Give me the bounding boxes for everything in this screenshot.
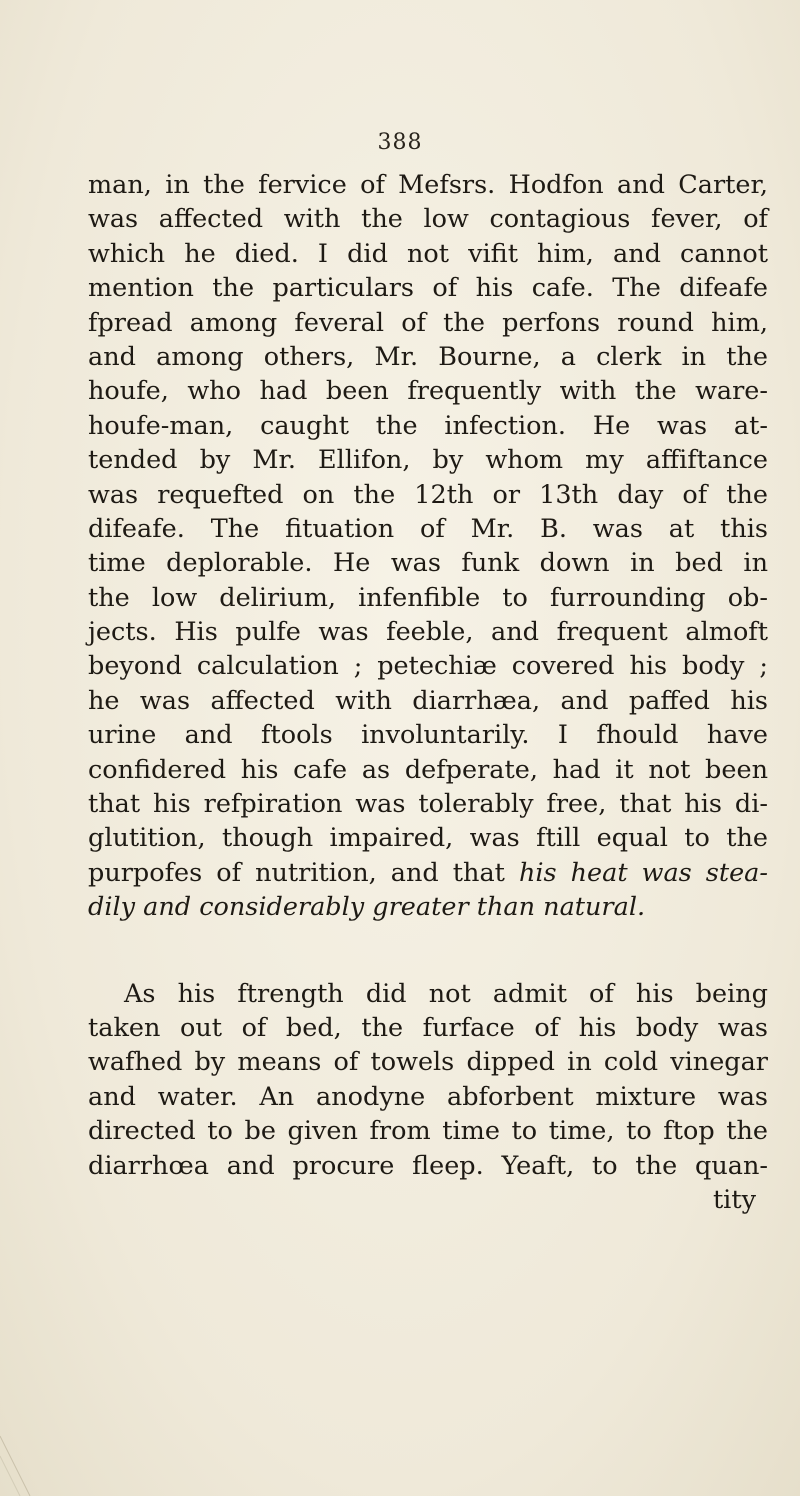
text-line: houfe-man, caught the infection. He was at- xyxy=(88,410,768,441)
text-line: glutition, though impaired, was ftill equal to the xyxy=(88,823,768,854)
page-corner-crease xyxy=(0,1426,60,1496)
text-line: which he died. I did not vifit him, and cannot xyxy=(88,238,768,269)
page-number: 388 xyxy=(377,130,423,155)
text-line: taken out of bed, the furface of his body was xyxy=(88,1012,768,1043)
text-line: that his refpiration was tolerably free, that his di- xyxy=(88,789,768,820)
italic-run: his heat was stea- xyxy=(518,857,768,888)
paragraph-2 xyxy=(88,977,768,1217)
text-line: was requefted on the 12th or 13th day of the xyxy=(88,479,768,510)
text-line: time deplorable. He was funk down in bed in xyxy=(88,548,768,579)
text-line: jects. His pulfe was feeble, and frequent almoft xyxy=(88,617,768,648)
text-line-mixed xyxy=(88,856,768,890)
text-line: and water. An anodyne abforbent mixture was xyxy=(88,1081,768,1112)
text-line: urine and ftools involuntarily. I fhould have xyxy=(88,720,768,751)
text-run: purpofes of nutrition, and that xyxy=(88,857,519,888)
text-line: confidered his cafe as defperate, had it not been xyxy=(88,754,768,785)
text-line: mention the particulars of his cafe. The difeafe xyxy=(88,273,768,304)
text-line: the low delirium, infenfible to furrounding ob- xyxy=(88,582,768,613)
text-line: fpread among feveral of the perfons round him, xyxy=(88,307,768,338)
text-line: As his ftrength did not admit of his being xyxy=(124,978,768,1009)
text-line: tended by Mr. Ellifon, by whom my affiftance xyxy=(88,445,768,476)
text-line: beyond calculation ; petechiæ covered his body ; xyxy=(88,651,768,682)
text-line: man, in the fervice of Mefsrs. Hodfon and Carter, xyxy=(88,170,768,200)
text-line: houfe, who had been frequently with the ware- xyxy=(88,376,768,407)
text-line: wafhed by means of towels dipped in cold vinegar xyxy=(88,1047,768,1078)
text-line: he was affected with diarrhæa, and paffed his xyxy=(88,685,768,716)
text-line: directed to be given from time to time, to ftop the xyxy=(88,1116,768,1147)
italic-run: dily and considerably greater than natural. xyxy=(88,892,646,923)
text-line: difeafe. The fituation of Mr. B. was at this xyxy=(88,513,768,544)
text-line-italic xyxy=(88,890,768,924)
catchword: tity xyxy=(712,1184,756,1215)
paragraph-1 xyxy=(88,168,768,925)
text-line: diarrhœa and procure fleep. Yeaft, to the quan- xyxy=(88,1150,768,1181)
body-text xyxy=(88,168,768,1217)
paragraph-gap xyxy=(88,925,768,977)
text-line: was affected with the low contagious fever, of xyxy=(88,204,768,235)
text-line: and among others, Mr. Bourne, a clerk in the xyxy=(88,341,768,372)
